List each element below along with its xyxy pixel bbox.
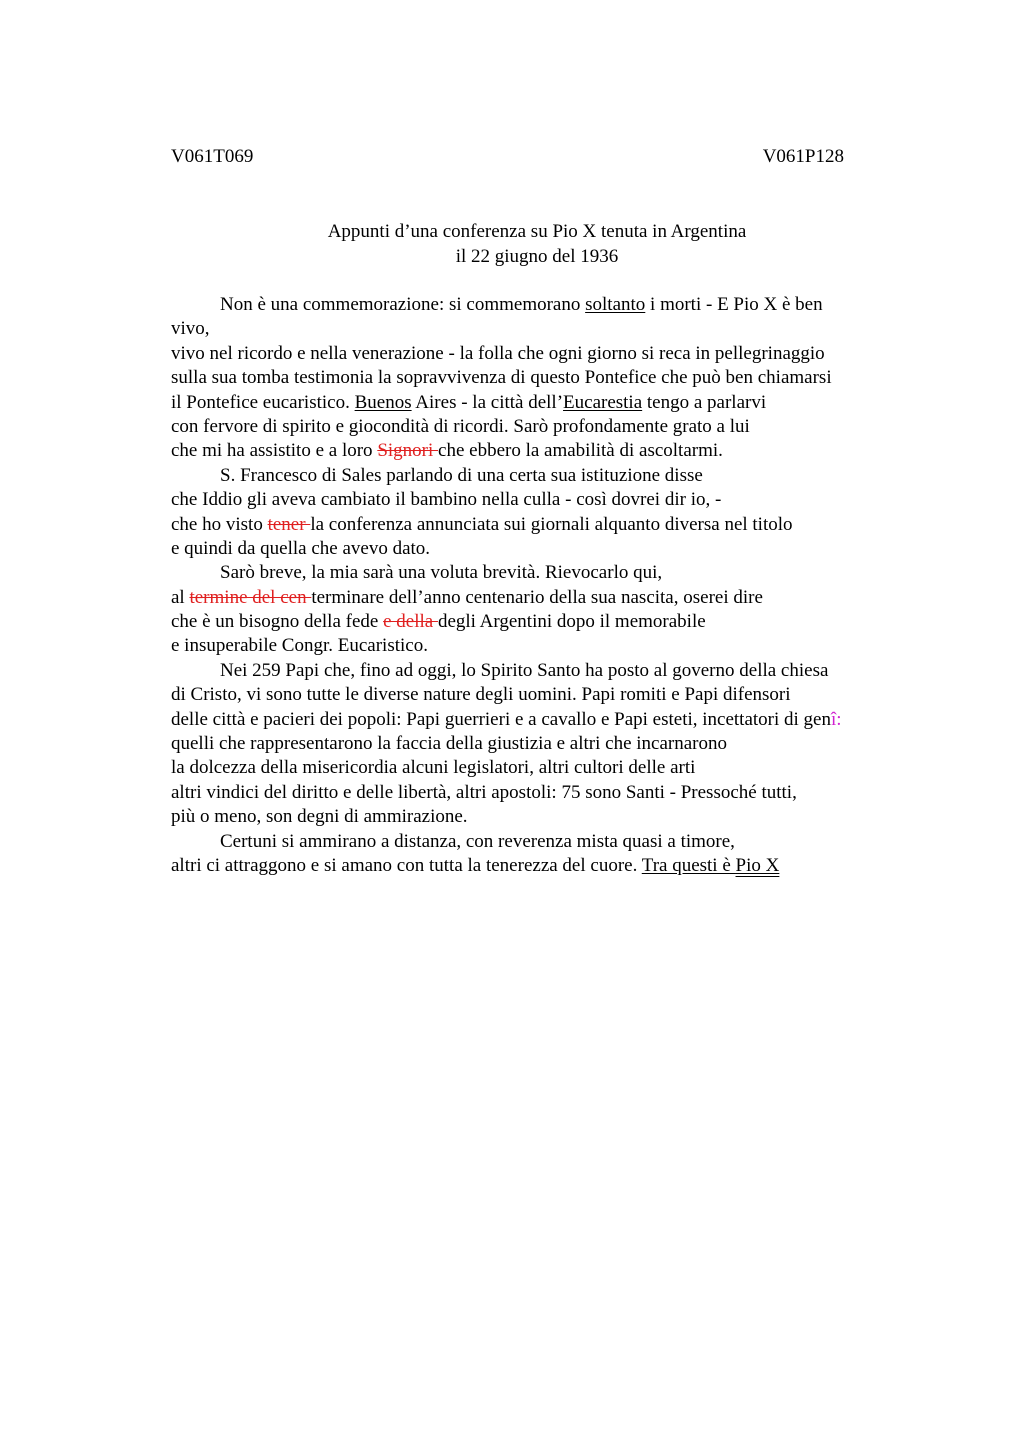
text-run: altri ci attraggono e si amano con tutta la tenerezza del cuore.: [171, 854, 642, 876]
text-line: con fervore di spirito e giocondità di ricordi. Sarò profondamente grato a lui: [171, 415, 750, 437]
text-line: [171, 610, 931, 634]
text-line: [171, 708, 931, 732]
text-run: terminare dell’anno centenario della sua nascita, oserei dire: [311, 586, 763, 608]
text-line: la dolcezza della misericordia alcuni legislatori, altri cultori delle arti: [171, 757, 696, 779]
text-line: [171, 439, 931, 463]
text-run: la conferenza annunciata sui giornali alquanto diversa nel titolo: [310, 513, 793, 535]
underlined-word: Buenos: [354, 391, 412, 413]
text-line: S. Francesco di Sales parlando di una certa sua istituzione disse: [220, 464, 703, 486]
deleted-text: termine del cen: [189, 586, 312, 608]
text-run: delle città e pacieri dei popoli: Papi guerrieri e a cavallo e Papi esteti, incettatori di gen: [171, 708, 831, 730]
document-title: [0, 220, 1024, 269]
text-line: Nei 259 Papi che, fino ad oggi, lo Spirito Santo ha posto al governo della chiesa: [220, 659, 829, 681]
underlined-word: Tra questi è: [641, 854, 736, 876]
document-code-right: V061P128: [762, 146, 844, 167]
text-run: Non è una commemorazione: si commemorano: [220, 294, 586, 315]
text-run: che ebbero la amabilità di ascoltarmi.: [438, 440, 723, 462]
title-line-2: il 22 giugno del 1936: [455, 245, 619, 267]
underlined-word: soltanto: [585, 294, 646, 315]
text-run: Aires - la città dell’: [411, 391, 564, 413]
text-run: che ho visto: [171, 513, 268, 535]
text-run: che mi ha assistito e a loro: [171, 440, 378, 462]
text-line: altri vindici del diritto e delle libertà, altri apostoli: 75 sono Santi - Pressoché tutti,: [171, 781, 797, 803]
text-line: quelli che rappresentarono la faccia della giustizia e altri che incarnarono: [171, 733, 728, 755]
double-underlined-word: Pio X: [735, 854, 780, 876]
text-line: Sarò breve, la mia sarà una voluta brevità. Rievocarlo qui,: [220, 562, 663, 584]
deleted-text: Signori: [377, 440, 439, 462]
text-line: Certuni si ammirano a distanza, con reverenza mista quasi a timore,: [220, 830, 735, 852]
text-line: [171, 586, 931, 610]
deleted-text: e della: [383, 611, 438, 633]
text-line: sulla sua tomba testimonia la sopravvivenza di questo Pontefice che può ben chiamarsi: [171, 367, 832, 389]
text-line: di Cristo, vi sono tutte le diverse nature degli uomini. Papi romiti e Papi difensori: [171, 684, 791, 706]
text-line: [171, 854, 931, 878]
document-body: [171, 293, 931, 878]
text-run: che è un bisogno della fede: [171, 611, 384, 633]
text-line: più o meno, son degni di ammirazione.: [171, 806, 468, 828]
deleted-text: tener: [267, 513, 311, 535]
document-code-left: V061T069: [171, 146, 254, 167]
text-line: e quindi da quella che avevo dato.: [171, 537, 431, 559]
underlined-word: Eucarestia: [563, 391, 643, 413]
text-line: vivo,: [171, 318, 210, 340]
text-run: degli Argentini dopo il memorabile: [437, 611, 706, 633]
text-line: e insuperabile Congr. Eucaristico.: [171, 635, 428, 657]
text-line: [171, 391, 931, 415]
text-run: al: [171, 586, 190, 608]
text-line: vivo nel ricordo e nella venerazione - la folla che ogni giorno si reca in pellegrinaggio: [171, 342, 825, 364]
title-line-1: Appunti d’una conferenza su Pio X tenuta in Argentina: [327, 221, 747, 242]
text-line: [171, 513, 931, 537]
text-line: [171, 293, 931, 317]
text-run: tengo a parlarvi: [642, 391, 767, 413]
text-line: che Iddio gli aveva cambiato il bambino nella culla - così dovrei dir io, -: [171, 489, 722, 511]
text-run: i morti - E Pio X è ben: [645, 294, 823, 315]
annotation-mark: î:: [831, 708, 842, 730]
text-run: il Pontefice eucaristico.: [171, 391, 355, 413]
